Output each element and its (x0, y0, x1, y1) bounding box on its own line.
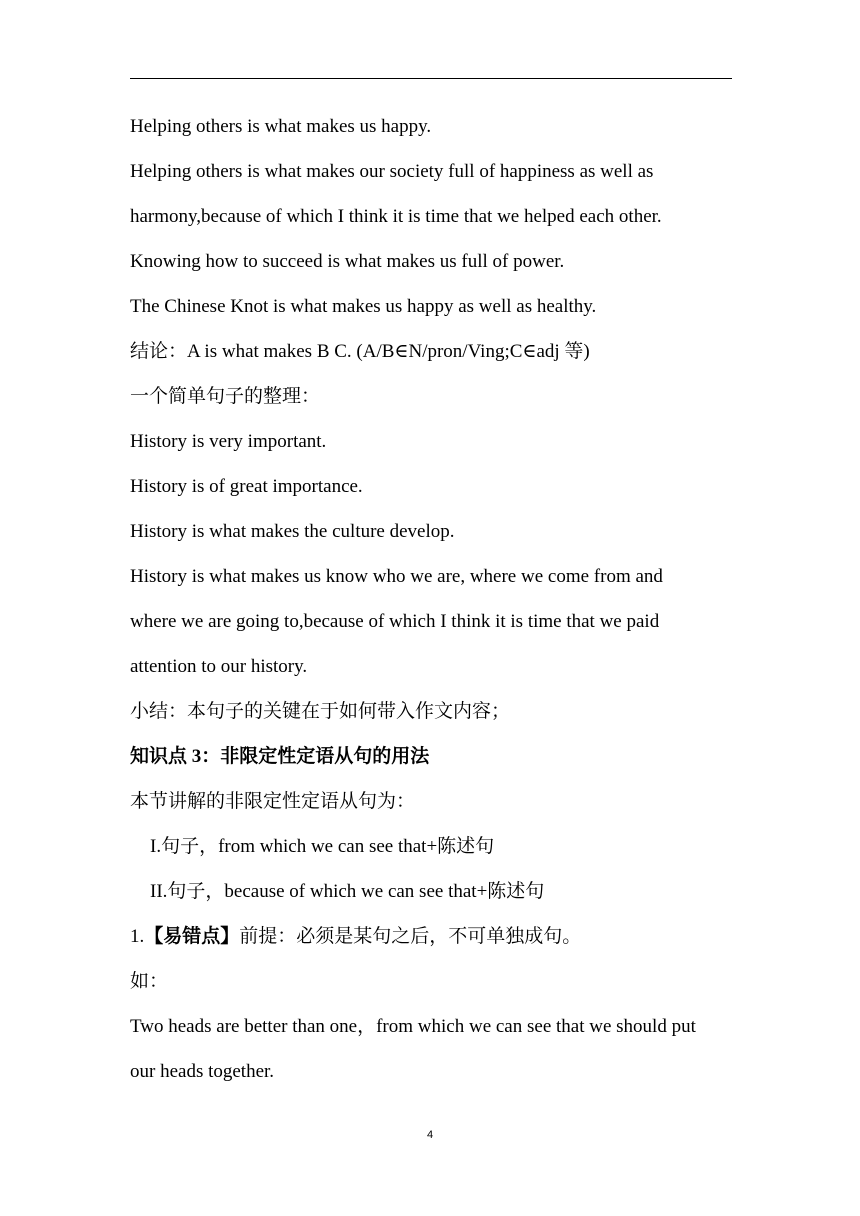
text-line: History is what makes the culture develop. (130, 521, 455, 542)
text-line: attention to our history. (130, 656, 308, 677)
section-label: 一个简单句子的整理： (130, 386, 321, 407)
pattern-item-2: II.句子，because of which we can see that+陈述句 (150, 881, 545, 902)
conclusion-line: 结论：A is what makes B C. (A/B∈N/pron/Ving;C∈adj 等) (130, 341, 590, 362)
text-line: Helping others is what makes our society full of happiness as well as (130, 161, 654, 182)
text-line: The Chinese Knot is what makes us happy as well as healthy. (130, 296, 597, 317)
example-sentence-cont: our heads together. (130, 1061, 275, 1082)
pattern-item-1: I.句子，from which we can see that+陈述句 (150, 836, 495, 857)
mistake-number: 1. (130, 926, 145, 947)
document-body (130, 104, 740, 1094)
page-number: 4 (426, 1129, 434, 1141)
text-line: History is very important. (130, 431, 327, 452)
text-line: harmony,because of which I think it is time that we helped each other. (130, 206, 662, 227)
text-line: Knowing how to succeed is what makes us full of power. (130, 251, 565, 272)
section-intro: 本节讲解的非限定性定语从句为： (130, 791, 416, 812)
text-line: History is what makes us know who we are, where we come from and (130, 566, 663, 587)
text-line: Helping others is what makes us happy. (130, 116, 432, 137)
summary-line: 小结：本句子的关键在于如何带入作文内容； (130, 701, 511, 722)
example-label: 如： (130, 971, 169, 992)
text-line: History is of great importance. (130, 476, 363, 497)
mistake-tag: 【易错点】 (144, 926, 240, 947)
example-sentence: Two heads are better than one，from which we can see that we should put (130, 1016, 696, 1037)
mistake-text: 前提：必须是某句之后，不可单独成句。 (239, 926, 582, 947)
mistake-point-line (130, 914, 740, 959)
text-line: where we are going to,because of which I think it is time that we paid (130, 611, 660, 632)
header-rule (130, 78, 732, 79)
knowledge-point-heading: 知识点 3：非限定性定语从句的用法 (130, 746, 430, 767)
